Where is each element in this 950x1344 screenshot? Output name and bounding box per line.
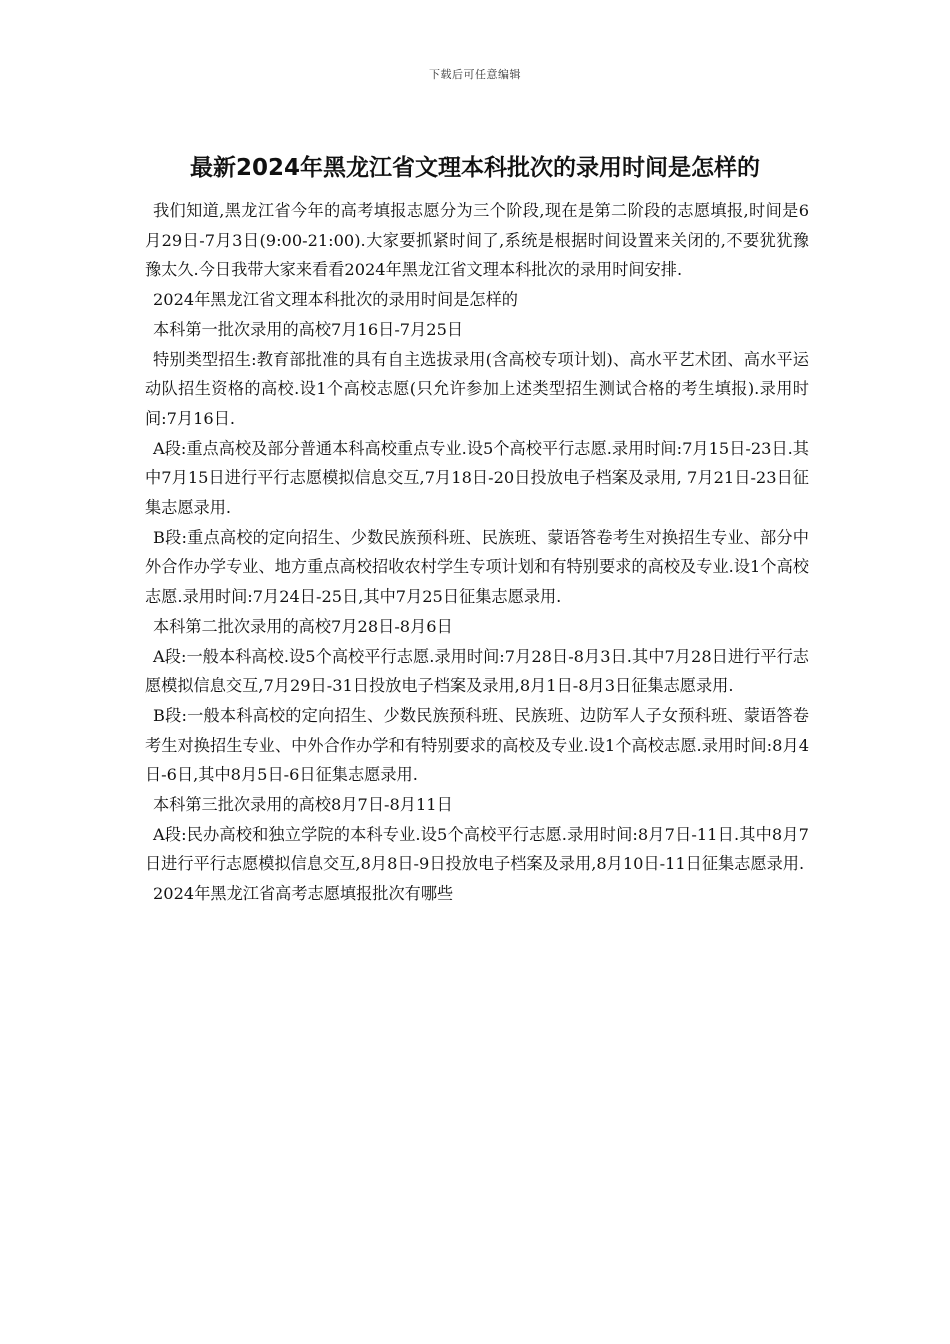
paragraph-batches-question: 2024年黑龙江省高考志愿填报批次有哪些 [153,884,454,904]
paragraph-subheading: 2024年黑龙江省文理本科批次的录用时间是怎样的 [153,290,518,310]
paragraph-intro: 我们知道,黑龙江省今年的高考填报志愿分为三个阶段,现在是第二阶段的志愿填报,时间是6月29日-7月3日(9:00-21:00).大家要抓紧时间了,系统是根据时间设置来关闭的,不要犹犹豫豫太久.今日我带大家来看看2024年黑龙江省文理本科批次的录用时间安排. [145,201,809,280]
document-body [145,196,809,909]
paragraph-first-batch-b: B段:重点高校的定向招生、少数民族预科班、民族班、蒙语答卷考生对换招生专业、部分中外合作办学专业、地方重点高校招收农村学生专项计划和有特别要求的高校及专业.设1个高校志愿.录用时间:7月24日-25日,其中7月25日征集志愿录用. [145,527,809,607]
paragraph-second-batch-a: A段:一般本科高校.设5个高校平行志愿.录用时间:7月28日-8月3日.其中7月28日进行平行志愿模拟信息交互,7月29日-31日投放电子档案及录用,8月1日-8月3日征集志愿录用. [145,646,809,696]
page-header-note: 下载后可任意编辑 [429,68,521,81]
paragraph-third-batch-heading: 本科第三批次录用的高校8月7日-8月11日 [153,795,453,815]
paragraph-third-batch-a: A段:民办高校和独立学院的本科专业.设5个高校平行志愿.录用时间:8月7日-11日.其中8月7日进行平行志愿模拟信息交互,8月8日-9日投放电子档案及录用,8月10日-11日征集志愿录用. [145,824,809,874]
paragraph-second-batch-b: B段:一般本科高校的定向招生、少数民族预科班、民族班、边防军人子女预科班、蒙语答卷考生对换招生专业、中外合作办学和有特别要求的高校及专业.设1个高校志愿.录用时间:8月4日-6日,其中8月5日-6日征集志愿录用. [145,705,809,785]
paragraph-first-batch-heading: 本科第一批次录用的高校7月16日-7月25日 [153,319,464,339]
paragraph-first-batch-a: A段:重点高校及部分普通本科高校重点专业.设5个高校平行志愿.录用时间:7月15日-23日.其中7月15日进行平行志愿模拟信息交互,7月18日-20日投放电子档案及录用, 7月21日-23日征集志愿录用. [145,438,809,518]
paragraph-special-admission: 特别类型招生:教育部批准的具有自主选拔录用(含高校专项计划)、高水平艺术团、高水平运动队招生资格的高校.设1个高校志愿(只允许参加上述类型招生测试合格的考生填报).录用时间:7月16日. [145,349,809,428]
paragraph-second-batch-heading: 本科第二批次录用的高校7月28日-8月6日 [153,616,453,636]
document-title: 最新2024年黑龙江省文理本科批次的录用时间是怎样的 [189,155,760,181]
